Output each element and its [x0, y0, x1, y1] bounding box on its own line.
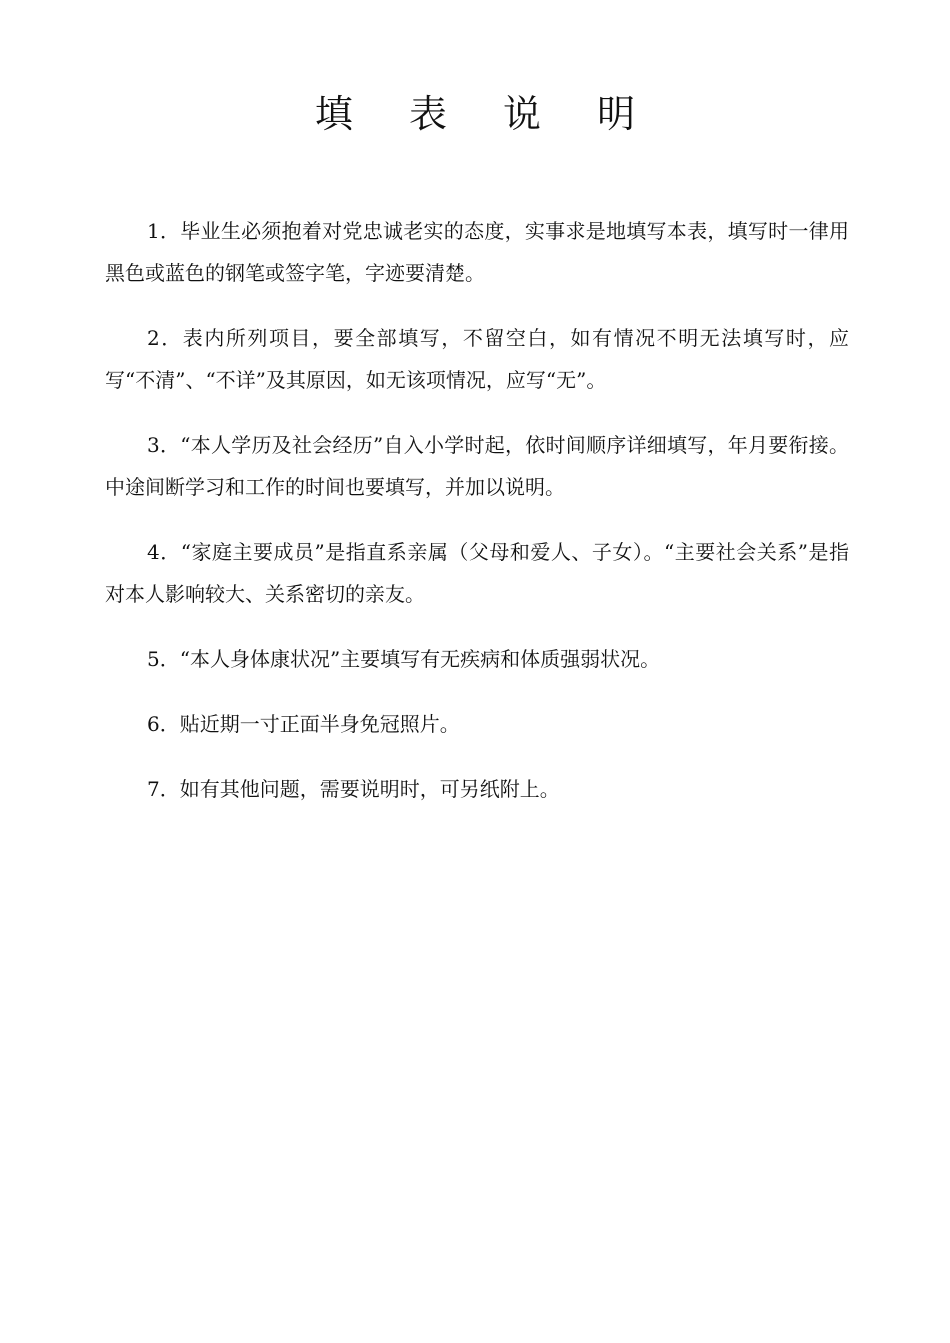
- instruction-item-6: 6．贴近期一寸正面半身免冠照片。: [147, 712, 460, 736]
- instruction-item-2: 2．表内所列项目，要全部填写，不留空白，如有情况不明无法填写时，应写“不清”、“不详”及其原因，如无该项情况，应写“无”。: [105, 326, 849, 392]
- instruction-item-3: 3．“本人学历及社会经历”自入小学时起，依时间顺序详细填写，年月要衔接。中途间断学习和工作的时间也要填写，并加以说明。: [105, 433, 849, 499]
- page-title: 填 表 说 明: [314, 92, 658, 136]
- instruction-item-7: 7．如有其他问题，需要说明时，可另纸附上。: [147, 777, 560, 801]
- instruction-item-1: 1．毕业生必须抱着对党忠诚老实的态度，实事求是地填写本表，填写时一律用黑色或蓝色的钢笔或签字笔，字迹要清楚。: [105, 219, 849, 285]
- instruction-item-4: 4．“家庭主要成员”是指直系亲属（父母和爱人、子女）。“主要社会关系”是指对本人影响较大、关系密切的亲友。: [105, 540, 849, 606]
- instructions-body: [105, 210, 849, 833]
- instruction-item-5: 5．“本人身体康状况”主要填写有无疾病和体质强弱状况。: [147, 647, 661, 671]
